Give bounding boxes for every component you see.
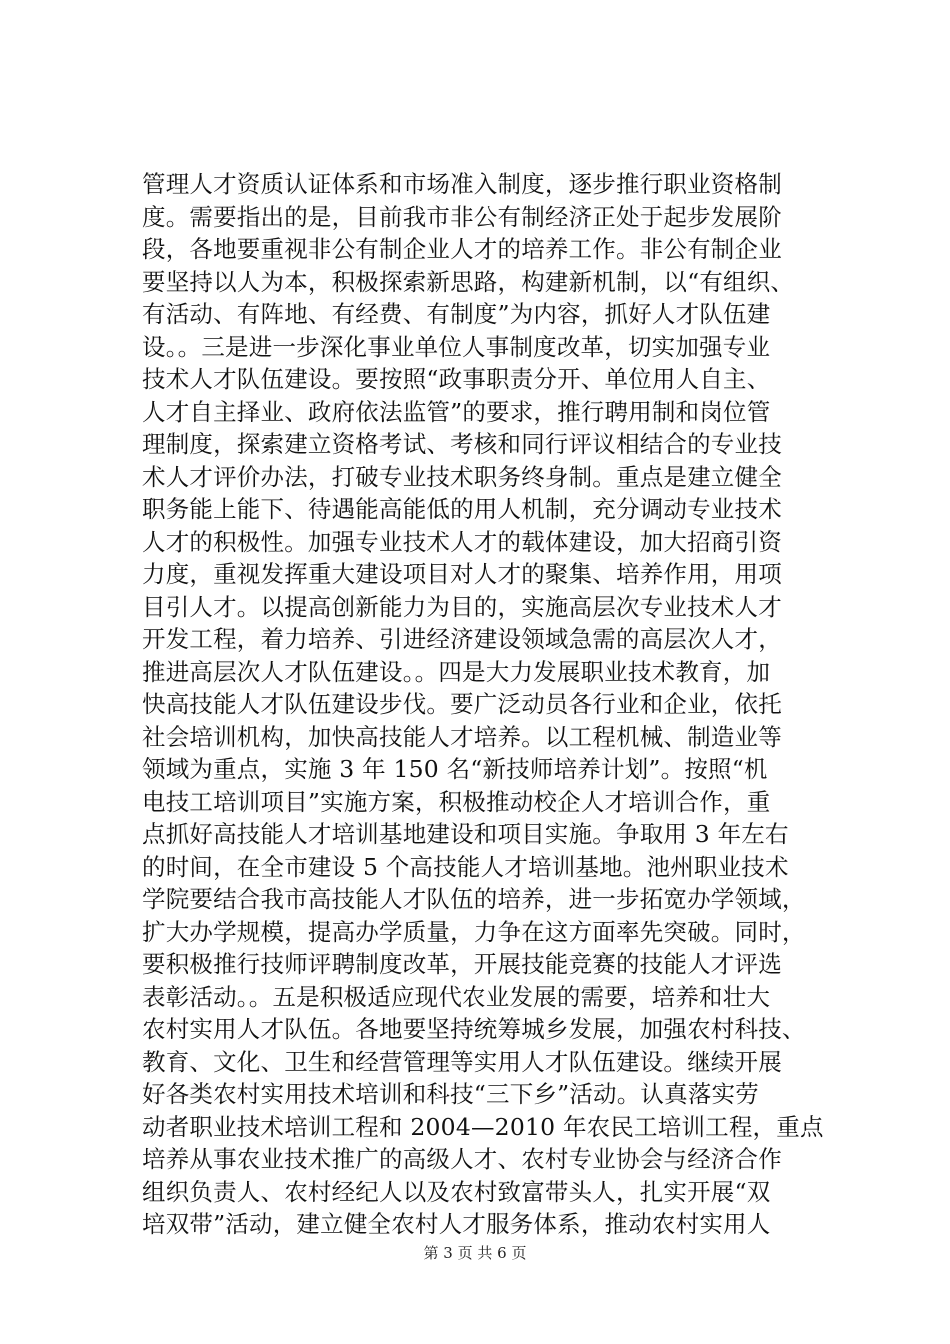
text-line: 电技工培训项目”实施方案，积极推动校企人才培训合作，重 bbox=[142, 787, 771, 816]
text-line: 社会培训机构，加快高技能人才培养。以工程机械、制造业等 bbox=[142, 722, 782, 751]
text-line: 学院要结合我市高技能人才队伍的培养，进一步拓宽办学领域， bbox=[142, 885, 806, 913]
text-line: 要坚持以人为本，积极探索新思路，构建新机制，以“有组织、 bbox=[142, 267, 795, 296]
text-line: 快高技能人才队伍建设步伐。要广泛动员各行业和企业，依托 bbox=[142, 690, 782, 718]
text-line: 力度，重视发挥重大建设项目对人才的聚集、培养作用，用项 bbox=[142, 560, 782, 588]
text-line: 点抓好高技能人才培训基地建设和项目实施。争取用 3 年左右 bbox=[142, 820, 789, 848]
text-line: 开发工程，着力培养、引进经济建设领域急需的高层次人才， bbox=[142, 625, 782, 653]
text-line: 目引人才。以提高创新能力为目的，实施高层次专业技术人才 bbox=[142, 592, 782, 621]
text-line: 段，各地要重视非公有制企业人才的培养工作。非公有制企业 bbox=[142, 235, 782, 263]
text-line: 设。。三是进一步深化事业单位人事制度改革，切实加强专业 bbox=[142, 332, 771, 361]
page-footer: 第 3 页 共 6 页 bbox=[423, 1244, 527, 1262]
text-line: 度。需要指出的是，目前我市非公有制经济正处于起步发展阶 bbox=[142, 202, 782, 231]
text-line: 推进高层次人才队伍建设。。四是大力发展职业技术教育，加 bbox=[142, 657, 771, 686]
text-line: 表彰活动。。五是积极适应现代农业发展的需要，培养和壮大 bbox=[142, 982, 771, 1011]
text-line: 培双带”活动，建立健全农村人才服务体系，推动农村实用人 bbox=[142, 1210, 771, 1238]
text-line: 管理人才资质认证体系和市场准入制度，逐步推行职业资格制 bbox=[142, 170, 782, 198]
text-line: 组织负责人、农村经纪人以及农村致富带头人，扎实开展“双 bbox=[142, 1177, 771, 1206]
text-line: 动者职业技术培训工程和 2004—2010 年农民工培训工程，重点 bbox=[142, 1112, 824, 1141]
text-line: 人才的积极性。加强专业技术人才的载体建设，加大招商引资 bbox=[142, 527, 782, 556]
text-line: 有活动、有阵地、有经费、有制度”为内容，抓好人才队伍建 bbox=[142, 300, 771, 328]
body-text bbox=[142, 168, 842, 1241]
text-line: 农村实用人才队伍。各地要坚持统筹城乡发展，加强农村科技、 bbox=[142, 1015, 806, 1043]
text-line: 职务能上能下、待遇能高能低的用人机制，充分调动专业技术 bbox=[142, 495, 782, 523]
text-line: 教育、文化、卫生和经营管理等实用人才队伍建设。继续开展 bbox=[142, 1047, 782, 1076]
text-line: 理制度，探索建立资格考试、考核和同行评议相结合的专业技 bbox=[142, 430, 782, 458]
text-line: 的时间，在全市建设 5 个高技能人才培训基地。池州职业技术 bbox=[142, 852, 789, 881]
text-line: 术人才评价办法，打破专业技术职务终身制。重点是建立健全 bbox=[142, 462, 782, 491]
text-line: 扩大办学规模，提高办学质量，力争在这方面率先突破。同时， bbox=[142, 917, 806, 946]
text-line: 技术人才队伍建设。要按照“政事职责分开、单位用人自主、 bbox=[142, 365, 771, 393]
text-line: 要积极推行技师评聘制度改革，开展技能竞赛的技能人才评选 bbox=[142, 950, 782, 978]
text-line: 培养从事农业技术推广的高级人才、农村专业协会与经济合作 bbox=[142, 1145, 782, 1173]
text-line: 好各类农村实用技术培训和科技“三下乡”活动。认真落实劳 bbox=[142, 1080, 759, 1108]
text-line: 人才自主择业、政府依法监管”的要求，推行聘用制和岗位管 bbox=[142, 397, 771, 426]
text-line: 领域为重点，实施 3 年 150 名“新技师培养计划”。按照“机 bbox=[142, 755, 768, 783]
